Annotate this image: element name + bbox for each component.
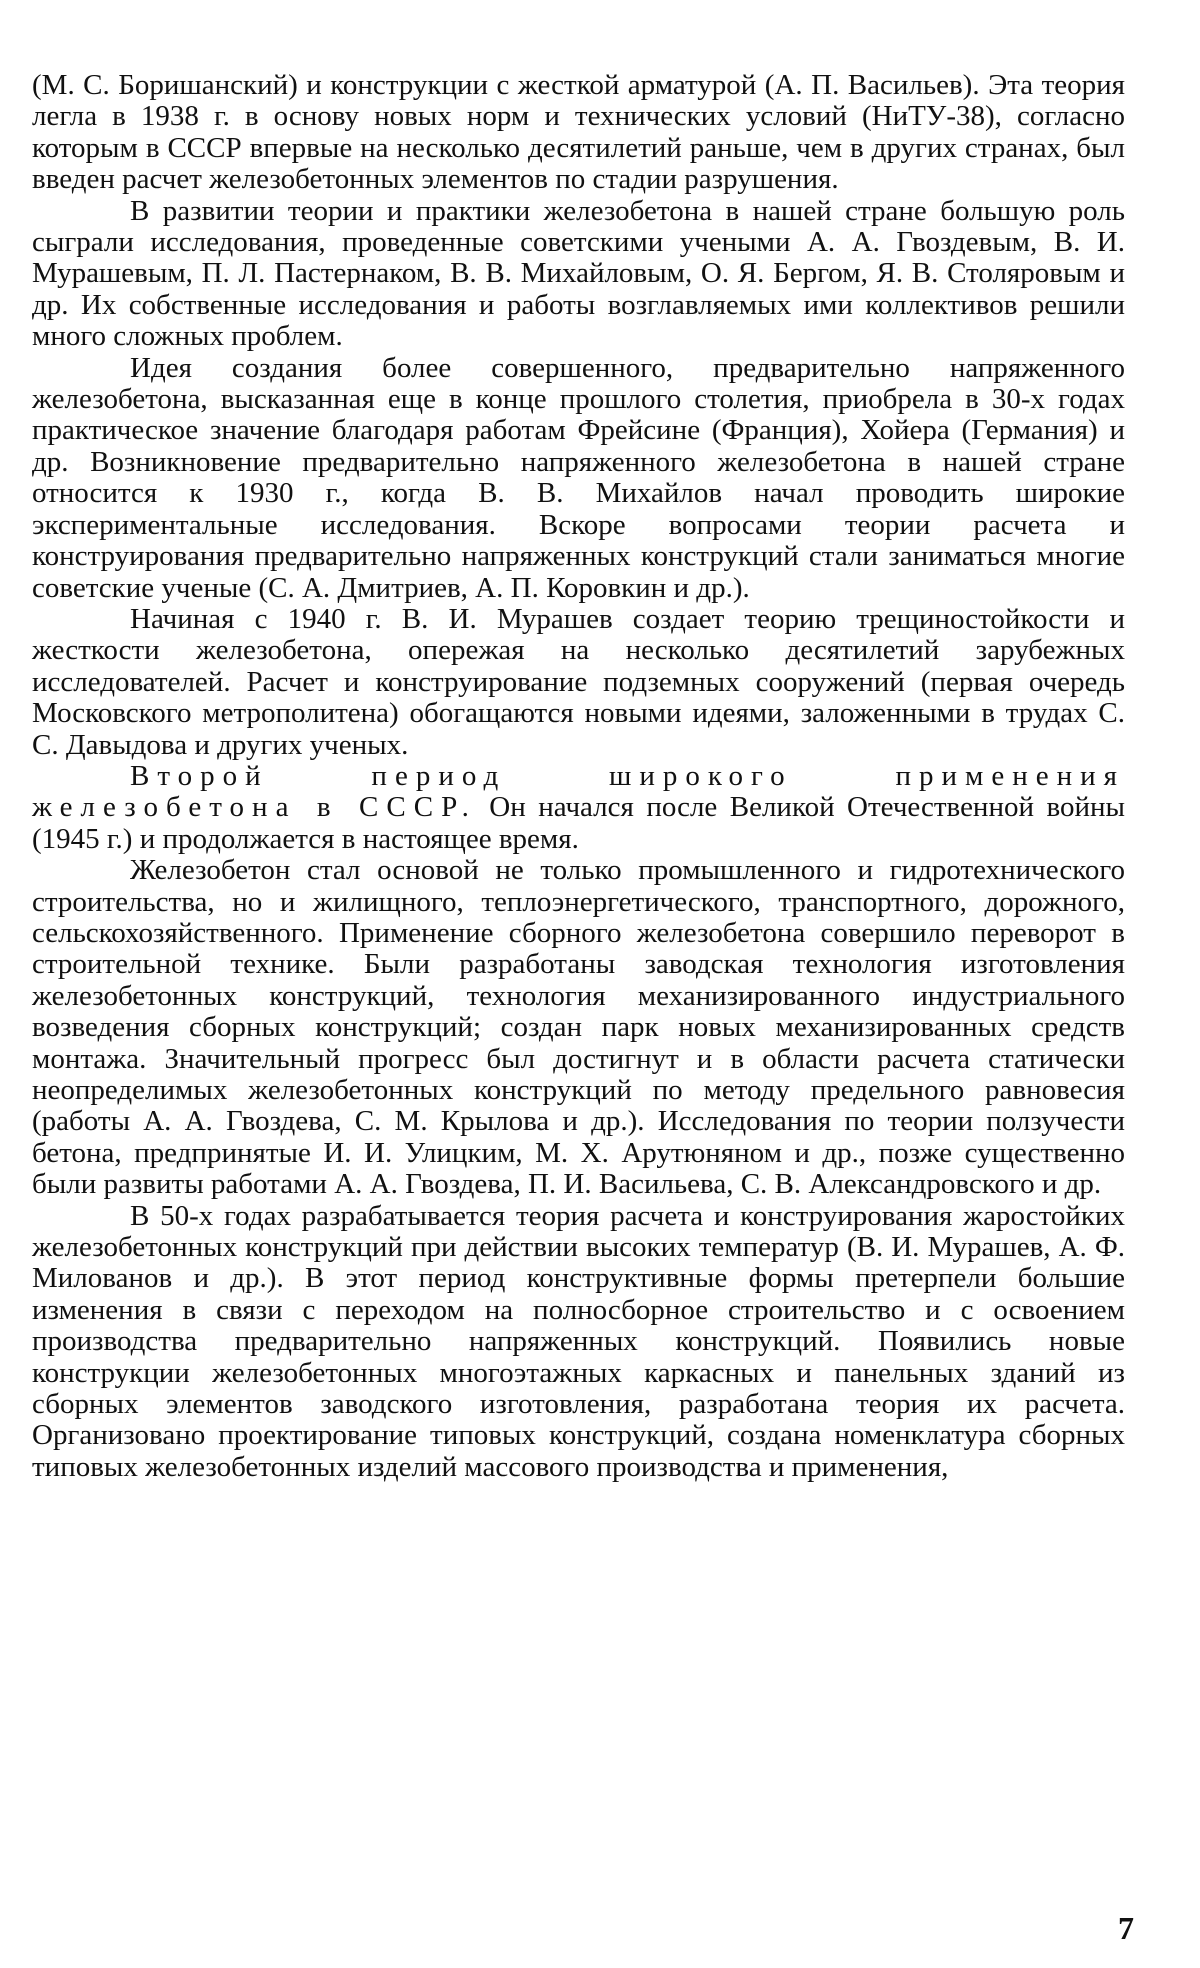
paragraph-5-section-heading [32, 761, 1125, 855]
page-body [32, 70, 1125, 1483]
paragraph-6: Железобетон стал основой не только промышленного и гидротехнического строительства, но и жилищного, теплоэнергетического, транспортного, дорожного, сельскохозяйственного. Применение сборного железобетона совершило переворот в строительной технике. Были разработаны заводская технология изготовления железобетонных конструкций, технология механизированного индустриального возведения сборных конструкций; создан парк новых механизированных средств монтажа. Значительный прогресс был достигнут и в области расчета статически неопределимых железобетонных конструкций по методу предельного равновесия (работы А. А. Гвоздева, С. М. Крылова и др.). Исследования по теории ползучести бетона, предпринятые И. И. Улицким, М. Х. Арутюняном и др., позже существенно были развиты работами А. А. Гвоздева, П. И. Васильева, С. В. Александровского и др. [32, 854, 1125, 1201]
section-heading-spaced: Второй период широкого применения железобетона в СССР. [32, 759, 1125, 824]
section-heading-continuation: Он начался после Великой Отечественной войны (1945 г.) и продолжается в настоящее время. [32, 791, 1125, 855]
paragraph-2: В развитии теории и практики железобетона в нашей стране большую роль сыграли исследования, проведенные советскими учеными А. А. Гвоздевым, В. И. Мурашевым, П. Л. Пастернаком, В. В. Михайловым, О. Я. Бергом, Я. В. Столяровым и др. Их собственные исследования и работы возглавляемых ими коллективов решили много сложных проблем. [32, 194, 1125, 353]
paragraph-7: В 50-х годах разрабатывается теория расчета и конструирования жаростойких железобетонных конструкций при действии высоких температур (В. И. Мурашев, А. Ф. Милованов и др.). В этот период конструктивные формы претерпели большие изменения в связи с переходом на полносборное строительство и с освоением производства предварительно напряженных конструкций. Появились новые конструкции железобетонных многоэтажных каркасных и панельных зданий из сборных элементов заводского изготовления, разработана теория их расчета. Организовано проектирование типовых конструкций, создана номенклатура сборных типовых железобетонных изделий массового производства и применения, [32, 1199, 1125, 1483]
page-number: 7 [1118, 1910, 1134, 1946]
paragraph-3: Идея создания более совершенного, предварительно напряженного железобетона, высказанная еще в конце прошлого столетия, приобрела в 30-х годах практическое значение благодаря работам Фрейсине (Франция), Хойера (Германия) и др. Возникновение предварительно напряженного железобетона в нашей стране относится к 1930 г., когда В. В. Михайлов начал проводить широкие экспериментальные исследования. Вскоре вопросами теории расчета и конструирования предварительно напряженных конструкций стали заниматься многие советские ученые (С. А. Дмитриев, А. П. Коровкин и др.). [32, 351, 1125, 604]
paragraph-1: (М. С. Боришанский) и конструкции с жесткой арматурой (А. П. Васильев). Эта теория легла в 1938 г. в основу новых норм и технических условий (НиТУ-38), согласно которым в СССР впервые на несколько десятилетий раньше, чем в других странах, был введен расчет железобетонных элементов по стадии разрушения. [32, 69, 1125, 196]
paragraph-4: Начиная с 1940 г. В. И. Мурашев создает теорию трещиностойкости и жесткости железобетона, опережая на несколько десятилетий зарубежных исследователей. Расчет и конструирование подземных сооружений (первая очередь Московского метрополитена) обогащаются новыми идеями, заложенными в трудах С. С. Давыдова и других ученых. [32, 602, 1125, 761]
